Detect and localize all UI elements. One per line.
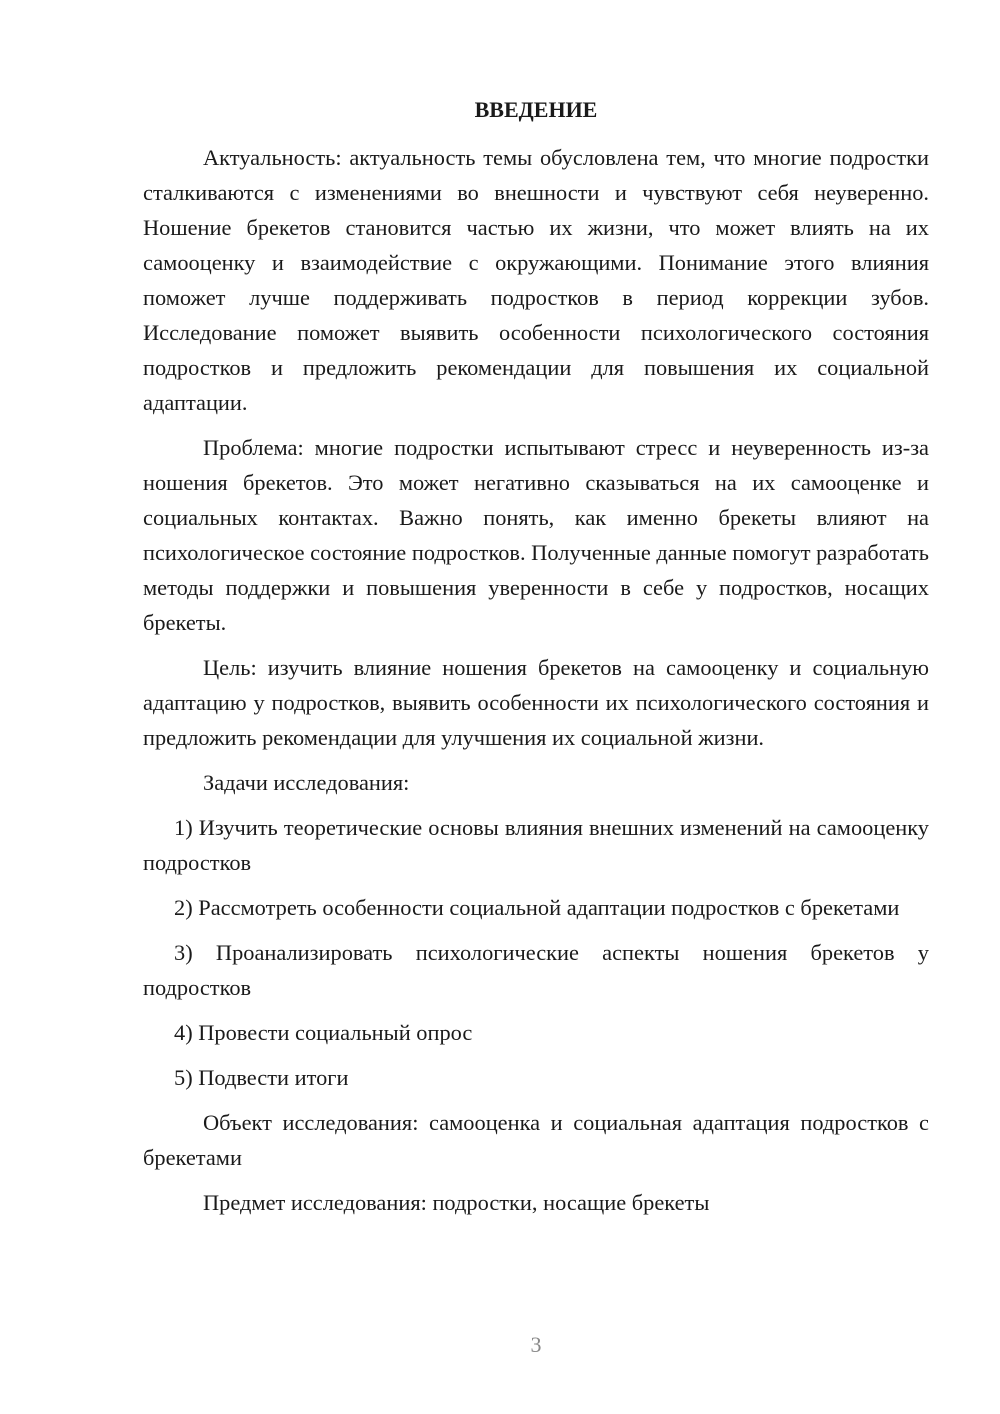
task-item-1: 1) Изучить теоретические основы влияния внешних изменений на самооценку подростков bbox=[143, 815, 929, 875]
paragraph-goal: Цель: изучить влияние ношения брекетов на самооценку и социальную адаптацию у подростков, выявить особенности их психологического состояния и предложить рекомендации для улучшения их социальной жизни. bbox=[143, 655, 929, 750]
tasks-heading: Задачи исследования: bbox=[203, 770, 410, 795]
paragraph-relevance: Актуальность: актуальность темы обусловлена тем, что многие подростки сталкиваются с изменениями во внешности и чувствуют себя неуверенно. Ношение брекетов становится частью их жизни, что может влиять на их самооценку и взаимодействие с окружающими. Понимание этого влияния поможет лучше поддерживать подростков в период коррекции зубов. Исследование поможет выявить особенности психологического состояния подростков и предложить рекомендации для повышения их социальной адаптации. bbox=[143, 145, 929, 415]
document-page bbox=[143, 92, 929, 1230]
task-item-5: 5) Подвести итоги bbox=[174, 1065, 349, 1090]
section-title: ВВЕДЕНИЕ bbox=[474, 97, 598, 122]
research-object: Объект исследования: самооценка и социальная адаптация подростков с брекетами bbox=[143, 1110, 929, 1170]
task-item-4: 4) Провести социальный опрос bbox=[174, 1020, 473, 1045]
research-subject: Предмет исследования: подростки, носащие брекеты bbox=[203, 1190, 710, 1215]
task-item-3: 3) Проанализировать психологические аспекты ношения брекетов у подростков bbox=[143, 940, 929, 1000]
page-number: 3 bbox=[530, 1332, 542, 1357]
paragraph-problem: Проблема: многие подростки испытывают стресс и неуверенность из-за ношения брекетов. Это может негативно сказываться на их самооценке и социальных контактах. Важно понять, как именно брекеты влияют на психологическое состояние подростков. Полученные данные помогут разработать методы поддержки и повышения уверенности в себе у подростков, носащих брекеты. bbox=[143, 435, 929, 635]
task-item-2: 2) Рассмотреть особенности социальной адаптации подростков с брекетами bbox=[174, 895, 900, 920]
